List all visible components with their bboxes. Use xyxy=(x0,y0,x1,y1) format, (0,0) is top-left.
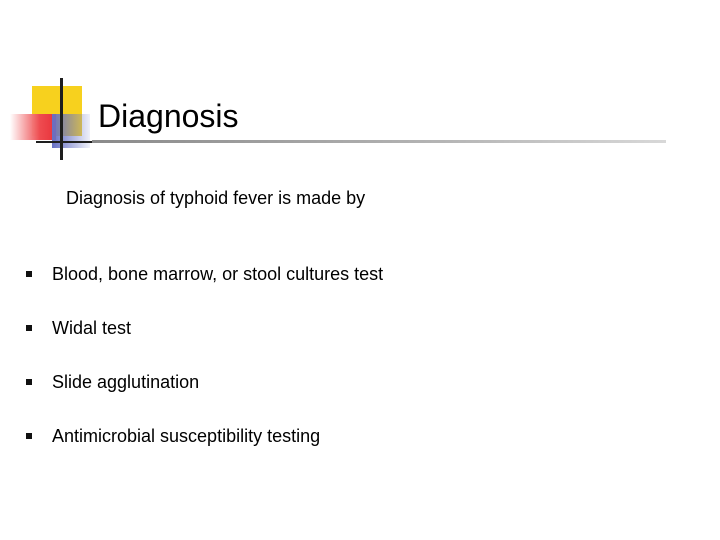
square-bullet-icon xyxy=(26,433,32,439)
bullet-text: Slide agglutination xyxy=(52,372,200,392)
bullet-text: Widal test xyxy=(52,318,132,338)
bullet-text: Blood, bone marrow, or stool cultures test xyxy=(52,264,384,284)
short-horizontal-rule xyxy=(36,141,92,143)
list-item xyxy=(26,371,676,425)
title-decoration xyxy=(0,0,720,170)
square-bullet-icon xyxy=(26,325,32,331)
square-bullet-icon xyxy=(26,271,32,277)
vertical-rule xyxy=(60,78,63,160)
slide-subtitle: Diagnosis of typhoid fever is made by xyxy=(66,188,366,208)
list-item xyxy=(26,425,676,479)
list-item xyxy=(26,263,676,317)
list-item xyxy=(26,317,676,371)
title-underline-rule xyxy=(92,140,666,143)
bullet-list xyxy=(26,263,676,479)
red-bar-decoration xyxy=(10,114,56,140)
slide-title: Diagnosis xyxy=(98,98,239,134)
bullet-text: Antimicrobial susceptibility testing xyxy=(52,426,321,446)
square-bullet-icon xyxy=(26,379,32,385)
